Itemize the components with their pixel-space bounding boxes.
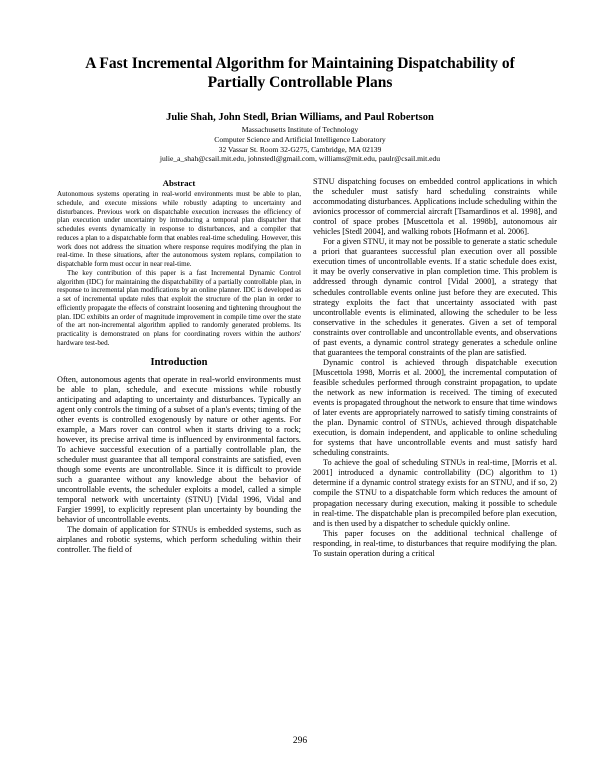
intro-paragraph-1: Often, autonomous agents that operate in real-world environments must be able to plan, schedule, and execute missions while robustly anticipating and adapting to uncertainty and disturbances. Typically an agent only controls the timing of a subset of a plan's events; timing of the other events is controlled exogenously by nature or other agents. For example, a Mars rover can control when it starts driving to a rock; however, its precise arrival time is influenced by environmental factors. To achieve successful execution of a partially controllable plan, the scheduler must guarantee that all temporal constraints are satisfied, even though some events are uncontrollable. Since it is difficult to provide such a guarantee without any knowledge about the behavior of uncontrollable events, the scheduler exploits a model, called a simple temporal network with uncertainty (STNU) [Vidal 1996, Vidal and Fargier 1999], to explicitly represent plan uncertainty by bounding the behavior of uncontrollable events.: [57, 374, 301, 525]
abstract-paragraph-1: Autonomous systems operating in real-world environments must be able to plan, schedule, and execute missions while robustly adapting to uncertainty and disturbances. Previous work on dispatchable execution increases the efficiency of plan execution under uncertainty by introducing a temporal plan dispatcher that schedules events dynamically in response to disturbances, and a compiler that reduces a plan to a dispatchable form that enables real-time scheduling. However, this work does not address the situation where response requires modifying the plan in real-time. In these situations, after the autonomous system replans, compilation to dispatchable form must occur in near real-time.: [57, 190, 301, 269]
author-list: Julie Shah, John Stedl, Brian Williams, and Paul Robertson: [166, 112, 434, 123]
intro-paragraph-2: The domain of application for STNUs is embedded systems, such as airplanes and robotic systems, which perform scheduling within their controller. The field of: [57, 525, 301, 555]
abstract-paragraph-2: The key contribution of this paper is a fast Incremental Dynamic Control algorithm (IDC) for maintaining the dispatchability of a partially controllable plan, in response to incremental plan modifications by an online planner. IDC is developed as a set of incremental update rules that exploit the structure of the plan in order to efficiently propagate the effects of constraint loosening and tightening throughout the plan. IDC exhibits an order of magnitude improvement in compile time over the state of the art non-incremental algorithm applied to randomly generated problems. Its practicality is demonstrated on plans for coordinating rovers within the authors' hardware test-bed.: [57, 268, 301, 347]
body-paragraph-1: STNU dispatching focuses on embedded control applications in which the scheduler must satisfy hard scheduling constraints while accommodating disturbances. Applications include scheduling within the avionics processor of commercial aircraft [Tsamardinos et al. 1998], and control of space probes [Muscettola et al. 1998b], autonomous air vehicles [Stedl 2004], and walking robots [Hofmann et al. 2006].: [313, 177, 557, 237]
title-line-1: A Fast Incremental Algorithm for Maintaining Dispatchability of: [85, 55, 515, 72]
page-number: 296: [292, 736, 308, 746]
body-paragraph-4: To achieve the goal of scheduling STNUs in real-time, [Morris et al. 2001] introduced a dynamic controllability (DC) algorithm to 1) determine if a dynamic control strategy exists for an STNU, and if so, 2) compile the STNU to a dispatchable form which reduces the amount of propagation necessary during execution, making it possible to schedule in real-time. The dispatchable plan is precompiled before plan execution, and is then used by a dispatcher to schedule quickly online.: [313, 458, 557, 528]
body-paragraph-2: For a given STNU, it may not be possible to generate a static schedule a priori that guarantees successful plan execution over all possible execution times of uncontrollable events. If a static schedule does exist, it may be overly conservative in plan completion time. This problem is addressed through dynamic control [Vidal 2000], a strategy that schedules controllable events online just before they are executed. This strategy exploits the fact that uncertainty associated with past uncontrollable events is eliminated, allowing the scheduler to be less conservative in the schedules it generates. Given a set of temporal constraints over controllable and uncontrollable events, and observations of past events, a dynamic control strategy generates a schedule online that guarantees the temporal constraints of the plan are satisfied.: [313, 237, 557, 357]
affiliation-institution: Massachusetts Institute of Technology: [241, 125, 359, 134]
body-paragraph-5: This paper focuses on the additional technical challenge of responding, in real-time, to disturbances that require modifying the plan. To sustain operation during a critical: [313, 528, 557, 558]
affiliation-block: [40, 125, 560, 164]
left-column: [57, 178, 301, 555]
affiliation-lab: Computer Science and Artificial Intelligence Laboratory: [214, 134, 386, 144]
author-emails: julie_a_shah@csail.mit.edu, johnstedl@gmail.com, williams@mit.edu, paulr@csail.mit.edu: [159, 154, 441, 164]
affiliation-address: 32 Vassar St. Room 32-G275, Cambridge, MA 02139: [218, 144, 382, 154]
right-column: [313, 177, 557, 559]
body-paragraph-3: Dynamic control is achieved through dispatchable execution [Muscettola 1998, Morris et al. 2000], the incremental computation of feasible schedules performed through constraint propagation, to update the network as new information is received. The timing of executed events is propagated throughout the network to ensure that time windows of later events are appropriately narrowed to satisfy timing constraints of the plan. Dynamic control of STNUs, achieved through dispatchable execution, is domain independent, and applicable to online scheduling for systems that have uncontrollable events and must satisfy hard scheduling constraints.: [313, 357, 557, 458]
introduction-heading: Introduction: [150, 356, 208, 368]
paper-title: [40, 54, 560, 92]
title-line-2: Partially Controllable Plans: [207, 74, 393, 91]
abstract-heading: Abstract: [162, 178, 196, 188]
